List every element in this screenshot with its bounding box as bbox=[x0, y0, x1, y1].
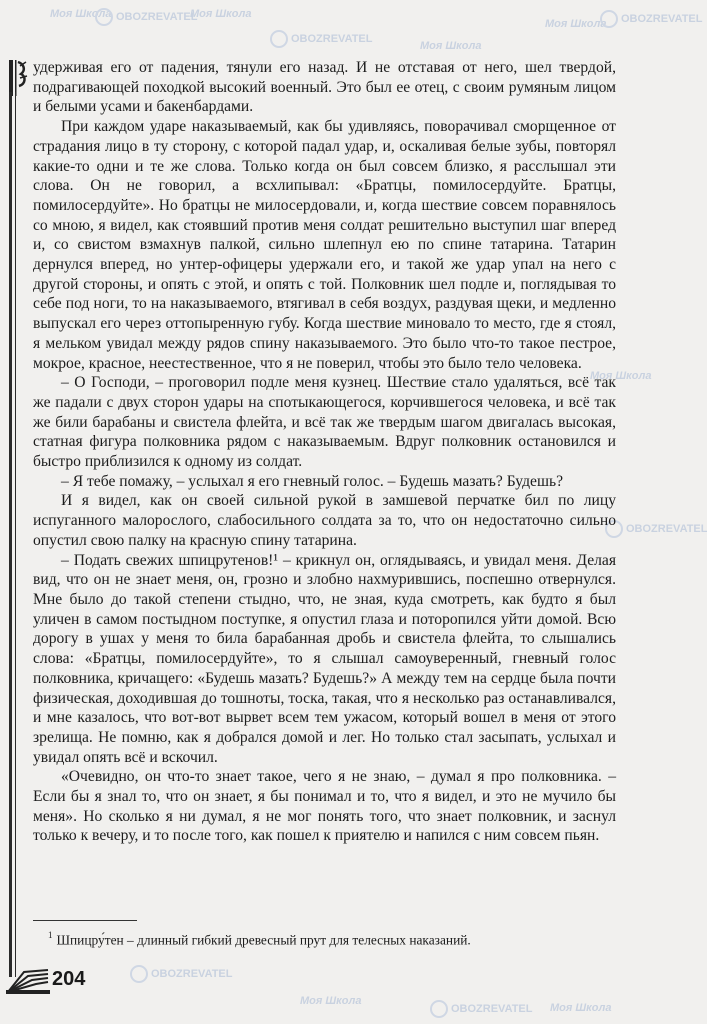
corner-ornament-icon bbox=[4, 56, 30, 96]
watermark-text: OBOZREVATEL bbox=[151, 967, 233, 980]
footnote-marker: 1 bbox=[48, 930, 53, 940]
watermark-logo-icon bbox=[130, 965, 148, 983]
page-number: 204 bbox=[52, 968, 86, 990]
watermark-text: Моя Школа bbox=[50, 8, 112, 20]
watermark-text: OBOZREVATEL bbox=[291, 32, 373, 45]
watermark-text: OBOZREVATEL bbox=[116, 10, 198, 23]
paragraph: – О Господи, – проговорил подле меня кузнец. Шествие стало удаляться, всё так же падали с двух сторон удары на спотыкающегося, корчившегося человека, и всё так же били барабаны и свистела флейта, и всё так же твердым шагом двигалась высокая, статная фигура полковника рядом с наказываемым. Вдруг полковник остановился и быстро приблизился к одному из солдат. bbox=[33, 374, 616, 471]
watermark-text: Моя Школа bbox=[190, 8, 252, 20]
paragraph: «Очевидно, он что-то знает такое, чего я не знаю, – думал я про полковника. – Если бы я знал то, что он знает, я бы понимал и то, что я видел, и это не мучило бы меня». Но сколько я ни думал, я не мог понять того, что знает полковник, и заснул только к вечеру, и то после того, как пошел к приятелю и напился с ним совсем пьян. bbox=[33, 768, 616, 845]
paragraph: удерживая его от падения, тянули его назад. И не отставая от него, шел твердой, подрагивающей походкой высокий военный. Это был ее отец, с своим румяным лицом и белыми усами и бакенбардами. bbox=[33, 59, 616, 116]
corner-ornament-icon bbox=[4, 966, 50, 996]
paragraph: – Подать свежих шпицрутенов!¹ – крикнул он, оглядываясь, и увидал меня. Делая вид, что он не знает меня, он, грозно и злобно нахмурившись, поспешно отвернулся. Мне было до такой степени стыдно, что, не зная, куда смотреть, как будто я был уличен в самом постыдном поступке, я опустил глаза и поторопился уйти домой. Всю дорогу в ушах у меня то била барабанная дробь и свистела флейта, то слышались слова: «Братцы, помилосердуйте», то я слышал самоуверенный, гневный голос полковника, кричащего: «Будешь мазать? Будешь?» А между тем на сердце была почти физическая, доходившая до тошноты, тоска, такая, что я несколько раз останавливался, и мне казалось, что вот-вот вырвет всем тем ужасом, который вошел в меня от этого зрелища. Не помню, как я добрался домой и лег. Но только стал засыпать, услыхал и увидал опять всё и вскочил. bbox=[33, 551, 616, 766]
watermark-text: OBOZREVATEL bbox=[626, 522, 707, 535]
paragraph: – Я тебе помажу, – услыхал я его гневный голос. – Будешь мазать? Будешь? bbox=[61, 472, 564, 490]
watermark-text: OBOZREVATEL bbox=[451, 1002, 533, 1015]
body-text bbox=[33, 58, 616, 846]
watermark-logo-icon bbox=[430, 1000, 448, 1018]
watermark-text: Моя Школа bbox=[300, 995, 362, 1007]
watermark-logo-icon bbox=[600, 10, 618, 28]
watermark-text: Моя Школа bbox=[420, 40, 482, 52]
watermark-text: Моя Школа bbox=[545, 18, 607, 30]
watermark-text: Моя Школа bbox=[550, 1002, 612, 1014]
footnote bbox=[48, 928, 628, 948]
watermark-logo-icon bbox=[95, 8, 113, 26]
margin-rule bbox=[15, 92, 16, 977]
margin-rule bbox=[9, 92, 12, 977]
watermark-text: OBOZREVATEL bbox=[621, 12, 703, 25]
watermark-logo-icon bbox=[270, 30, 288, 48]
footnote-text: – длинный гибкий древесный прут для телесных наказаний. bbox=[123, 932, 471, 948]
watermark-text: Моя Школа bbox=[590, 370, 652, 382]
footnote-term: Шпицру́тен bbox=[56, 932, 124, 948]
paragraph: При каждом ударе наказываемый, как бы удивляясь, поворачивал сморщенное от страдания лицо в ту сторону, с которой падал удар, и, оскаливая белые зубы, повторял какие-то одни и те же слова. Только когда он был совсем близко, я расслышал эти слова. Он не говорил, а всхлипывал: «Братцы, помилосердуйте. Братцы, помилосердуйте». Но братцы не милосердовали, и, когда шествие совсем поравнялось со мною, я видел, как стоявший против меня солдат решительно выступил шаг вперед и, со свистом взмахнув палкой, сильно шлепнул ею по спине татарина. Татарин дернулся вперед, но унтер-офицеры удержали его, и такой же удар упал на него с другой стороны, и опять с этой, и опять с той. Полковник шел подле и, поглядывая то себе под ноги, то на наказываемого, втягивал в себя воздух, раздувая щеки, и медленно выпускал его через оттопыренную губу. Когда шествие миновало то место, где я стоял, я мельком увидал между рядов спину наказываемого. Это было что-то такое пестрое, мокрое, красное, неестественное, что я не поверил, чтобы это было тело человека. bbox=[33, 118, 616, 372]
paragraph: И я видел, как он своей сильной рукой в замшевой перчатке бил по лицу испуганного малорослого, слабосильного солдата за то, что он недостаточно сильно опустил свою палку на красную спину татарина. bbox=[33, 492, 616, 549]
footnote-divider bbox=[33, 920, 137, 921]
